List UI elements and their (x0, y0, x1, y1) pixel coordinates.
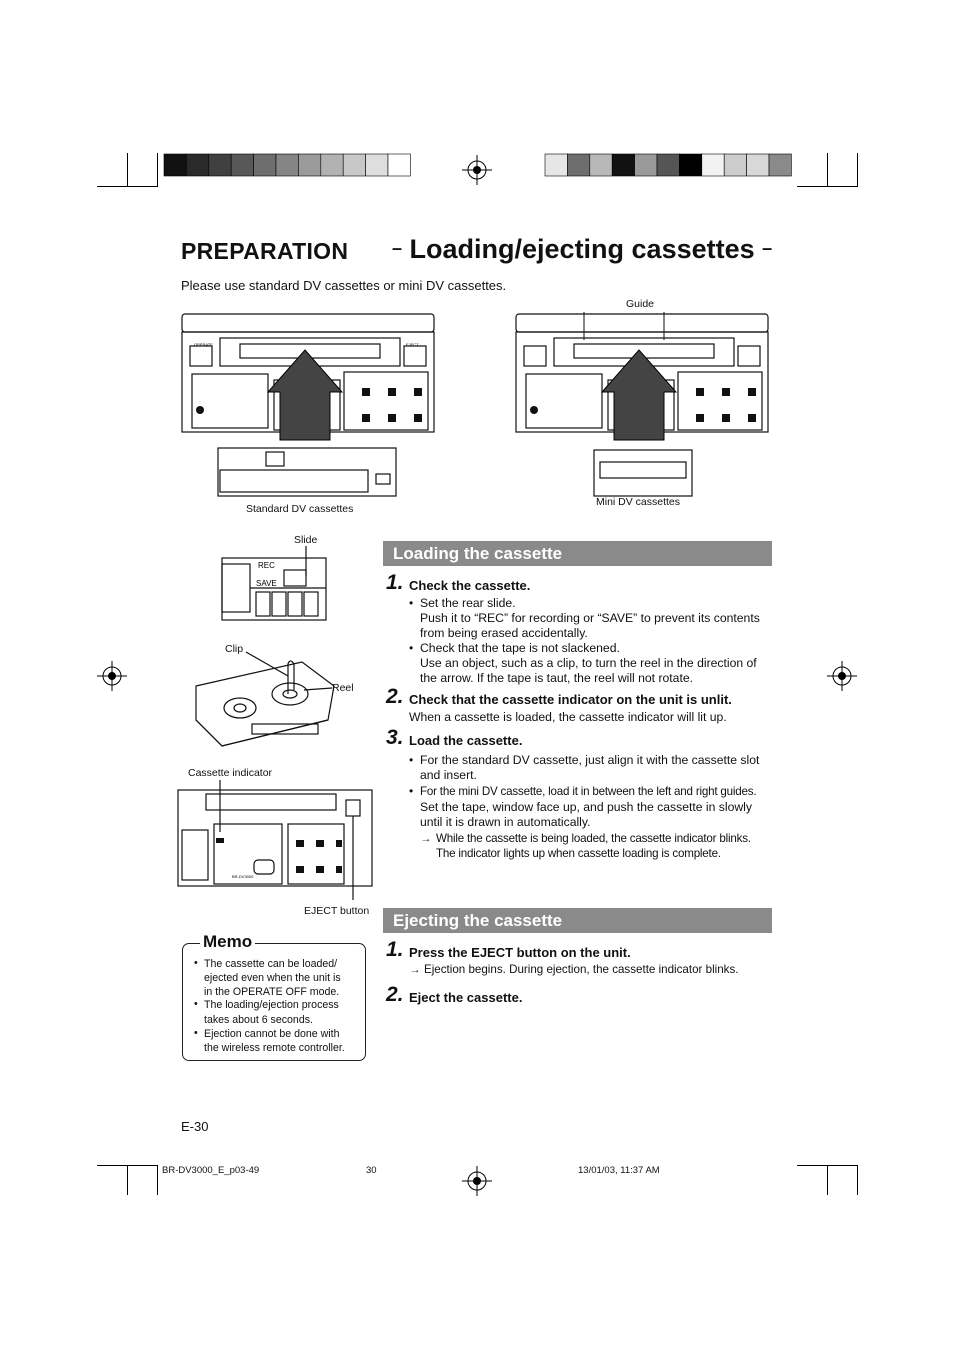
unit-illustration-standard (180, 312, 438, 502)
gray-bar-left-6 (298, 154, 320, 176)
ejecting-step2-title: Eject the cassette. (409, 990, 523, 1005)
loading-step2-title: Check that the cassette indicator on the unit is unlit. (409, 692, 732, 707)
gray-bar-right-7 (702, 154, 724, 176)
loading-step1-bullet2: Check that the tape is not slackened. Use an object, such as a clip, to turn the reel in the direction of the arrow. If the tape is taut, the reel will not rotate. (420, 641, 757, 685)
memo-title: Memo (200, 932, 255, 952)
gray-bar-left-5 (276, 154, 298, 176)
rec-label: REC (258, 561, 275, 570)
ejecting-heading: Ejecting the cassette (383, 908, 772, 933)
loading-step2-text: When a cassette is loaded, the cassette indicator will lit up. (409, 710, 727, 724)
footer-file: BR-DV3000_E_p03-49 (162, 1165, 260, 1176)
gray-bar-right-1 (567, 154, 589, 176)
gray-scale-bars (0, 0, 954, 200)
eject-button-label: EJECT button (304, 905, 370, 917)
cassette-slide-illustration (220, 546, 330, 626)
gray-bar-right-4 (635, 154, 657, 176)
page-title-text: Loading/ejecting cassettes (409, 234, 755, 264)
gray-bar-right-2 (590, 154, 612, 176)
ejecting-step1-arrow: Ejection begins. During ejection, the cassette indicator blinks. (424, 963, 739, 976)
clip-label: Clip (225, 643, 244, 655)
gray-bar-left-10 (388, 154, 410, 176)
loading-step3-bullet2: For the mini DV cassette, load it in between the left and right guides. Set the tape, window face up, and push the cassette in slowly until it is drawn in automatically. (420, 785, 757, 829)
operate-label: OPERATE (194, 342, 213, 347)
unit-illustration-mini (514, 312, 772, 502)
gray-bar-left-2 (209, 154, 231, 176)
loading-step2-num: 2. (386, 685, 404, 708)
loading-step3-bullet1: For the standard DV cassette, just align it with the cassette slot and insert. (420, 753, 760, 782)
page-number: E-30 (181, 1119, 209, 1134)
slide-label: Slide (294, 534, 318, 546)
standard-dv-caption: Standard DV cassettes (246, 503, 354, 515)
gray-bar-right-9 (747, 154, 769, 176)
ejecting-step2-num: 2. (386, 983, 404, 1006)
footer-date: 13/01/03, 11:37 AM (578, 1165, 660, 1176)
loading-step1-title: Check the cassette. (409, 578, 531, 593)
cassette-indicator-illustration (176, 780, 376, 904)
reel-label: Reel (332, 682, 354, 694)
gray-bar-right-6 (679, 154, 701, 176)
gray-bar-right-0 (545, 154, 567, 176)
gray-bar-left-8 (343, 154, 365, 176)
mini-dv-caption: Mini DV cassettes (596, 496, 681, 508)
eject-label: EJECT (406, 342, 419, 347)
save-label: SAVE (256, 579, 277, 588)
loading-step3-arrow: While the cassette is being loaded, the cassette indicator blinks. The indicator lights up when cassette loading is complete. (436, 832, 751, 860)
loading-heading: Loading the cassette (383, 541, 772, 566)
memo-item-1: The cassette can be loaded/ ejected even when the unit is in the OPERATE OFF mode. (204, 958, 341, 998)
loading-step1-num: 1. (386, 571, 404, 594)
gray-bar-left-0 (164, 154, 186, 176)
section-title: PREPARATION (181, 238, 349, 264)
page-title: – Loading/ejecting cassettes – (392, 234, 773, 264)
memo-item-2: The loading/ejection process takes about 6 seconds. (204, 999, 339, 1026)
gray-bar-right-5 (657, 154, 679, 176)
loading-step1-bullet1: Set the rear slide. Push it to “REC” for recording or “SAVE” to prevent its contents from being erased accidentally. (420, 596, 760, 640)
cassette-indicator-label: Cassette indicator (188, 767, 273, 779)
gray-bar-left-7 (321, 154, 343, 176)
memo-item-3: Ejection cannot be done with the wireless remote controller. (204, 1028, 345, 1054)
arrow-icon: → (420, 832, 432, 845)
loading-step3-title: Load the cassette. (409, 733, 523, 748)
clip-reel-illustration (192, 650, 342, 750)
gray-bar-right-8 (724, 154, 746, 176)
model-label: BR-DV3000 (232, 874, 254, 879)
gray-bar-left-4 (254, 154, 276, 176)
gray-bar-right-3 (612, 154, 634, 176)
ejecting-step1-title: Press the EJECT button on the unit. (409, 945, 631, 960)
arrow-icon: → (409, 963, 421, 976)
footer-sheet: 30 (366, 1165, 377, 1176)
intro-text: Please use standard DV cassettes or mini DV cassettes. (181, 278, 507, 293)
gray-bar-left-1 (186, 154, 208, 176)
gray-bar-left-3 (231, 154, 253, 176)
ejecting-step1-num: 1. (386, 938, 404, 961)
guide-label: Guide (626, 298, 655, 310)
gray-bar-left-9 (366, 154, 388, 176)
loading-step3-num: 3. (386, 726, 404, 749)
gray-bar-right-10 (769, 154, 791, 176)
